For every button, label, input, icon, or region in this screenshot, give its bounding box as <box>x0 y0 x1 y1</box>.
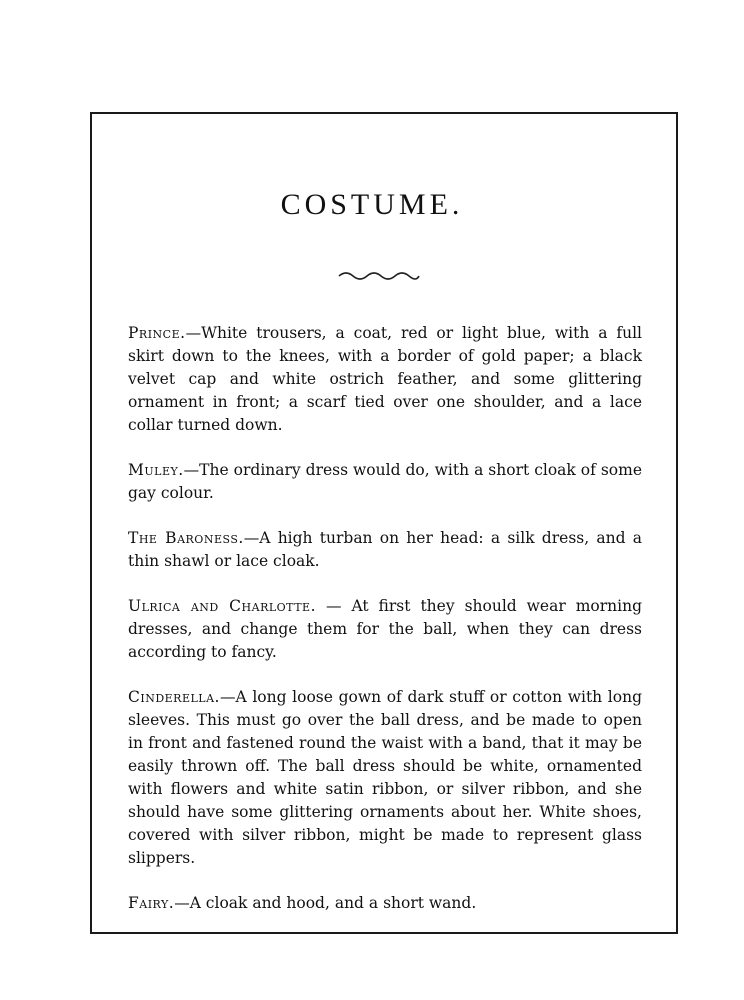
character-name: Fairy. <box>128 894 175 912</box>
page-title: COSTUME. <box>280 188 464 221</box>
costume-description: — At first they should wear morning dresses, and change them for the ball, when they can dress according to fancy. <box>128 597 642 661</box>
costume-description: —A high turban on her head: a silk dress, and a thin shawl or lace cloak. <box>128 529 642 570</box>
costume-entry-cinderella <box>128 686 642 870</box>
character-name: Cinderella. <box>128 688 220 706</box>
costume-description: —A cloak and hood, and a short wand. <box>174 894 477 912</box>
costume-entry-ulrica-charlotte <box>128 595 642 664</box>
character-name: Ulrica and Charlotte. <box>128 597 317 615</box>
character-name: The Baroness. <box>128 529 244 547</box>
wavy-divider <box>337 268 421 284</box>
costume-description: —White trousers, a coat, red or light blue, with a full skirt down to the knees, with a border of gold paper; a black velvet cap and white ostrich feather, and some glittering ornament in front; a scarf tied over one shoulder, and a lace collar turned down. <box>128 324 642 434</box>
costume-entry-fairy <box>128 892 642 915</box>
character-name: Muley. <box>128 461 184 479</box>
costume-entry-muley <box>128 459 642 505</box>
costume-entry-prince <box>128 322 642 437</box>
character-name: Prince. <box>128 324 186 342</box>
costume-description: —The ordinary dress would do, with a short cloak of some gay colour. <box>128 461 642 502</box>
costume-description: —A long loose gown of dark stuff or cotton with long sleeves. This must go over the ball dress, and be made to open in front and fastened round the waist with a band, that it may be easily thrown off. The ball dress should be white, ornamented with flowers and white satin ribbon, or silver ribbon, and she should have some glittering ornaments about her. White shoes, covered with silver ribbon, might be made to represent glass slippers. <box>128 688 642 867</box>
costume-list <box>128 322 642 937</box>
costume-entry-baroness <box>128 527 642 573</box>
